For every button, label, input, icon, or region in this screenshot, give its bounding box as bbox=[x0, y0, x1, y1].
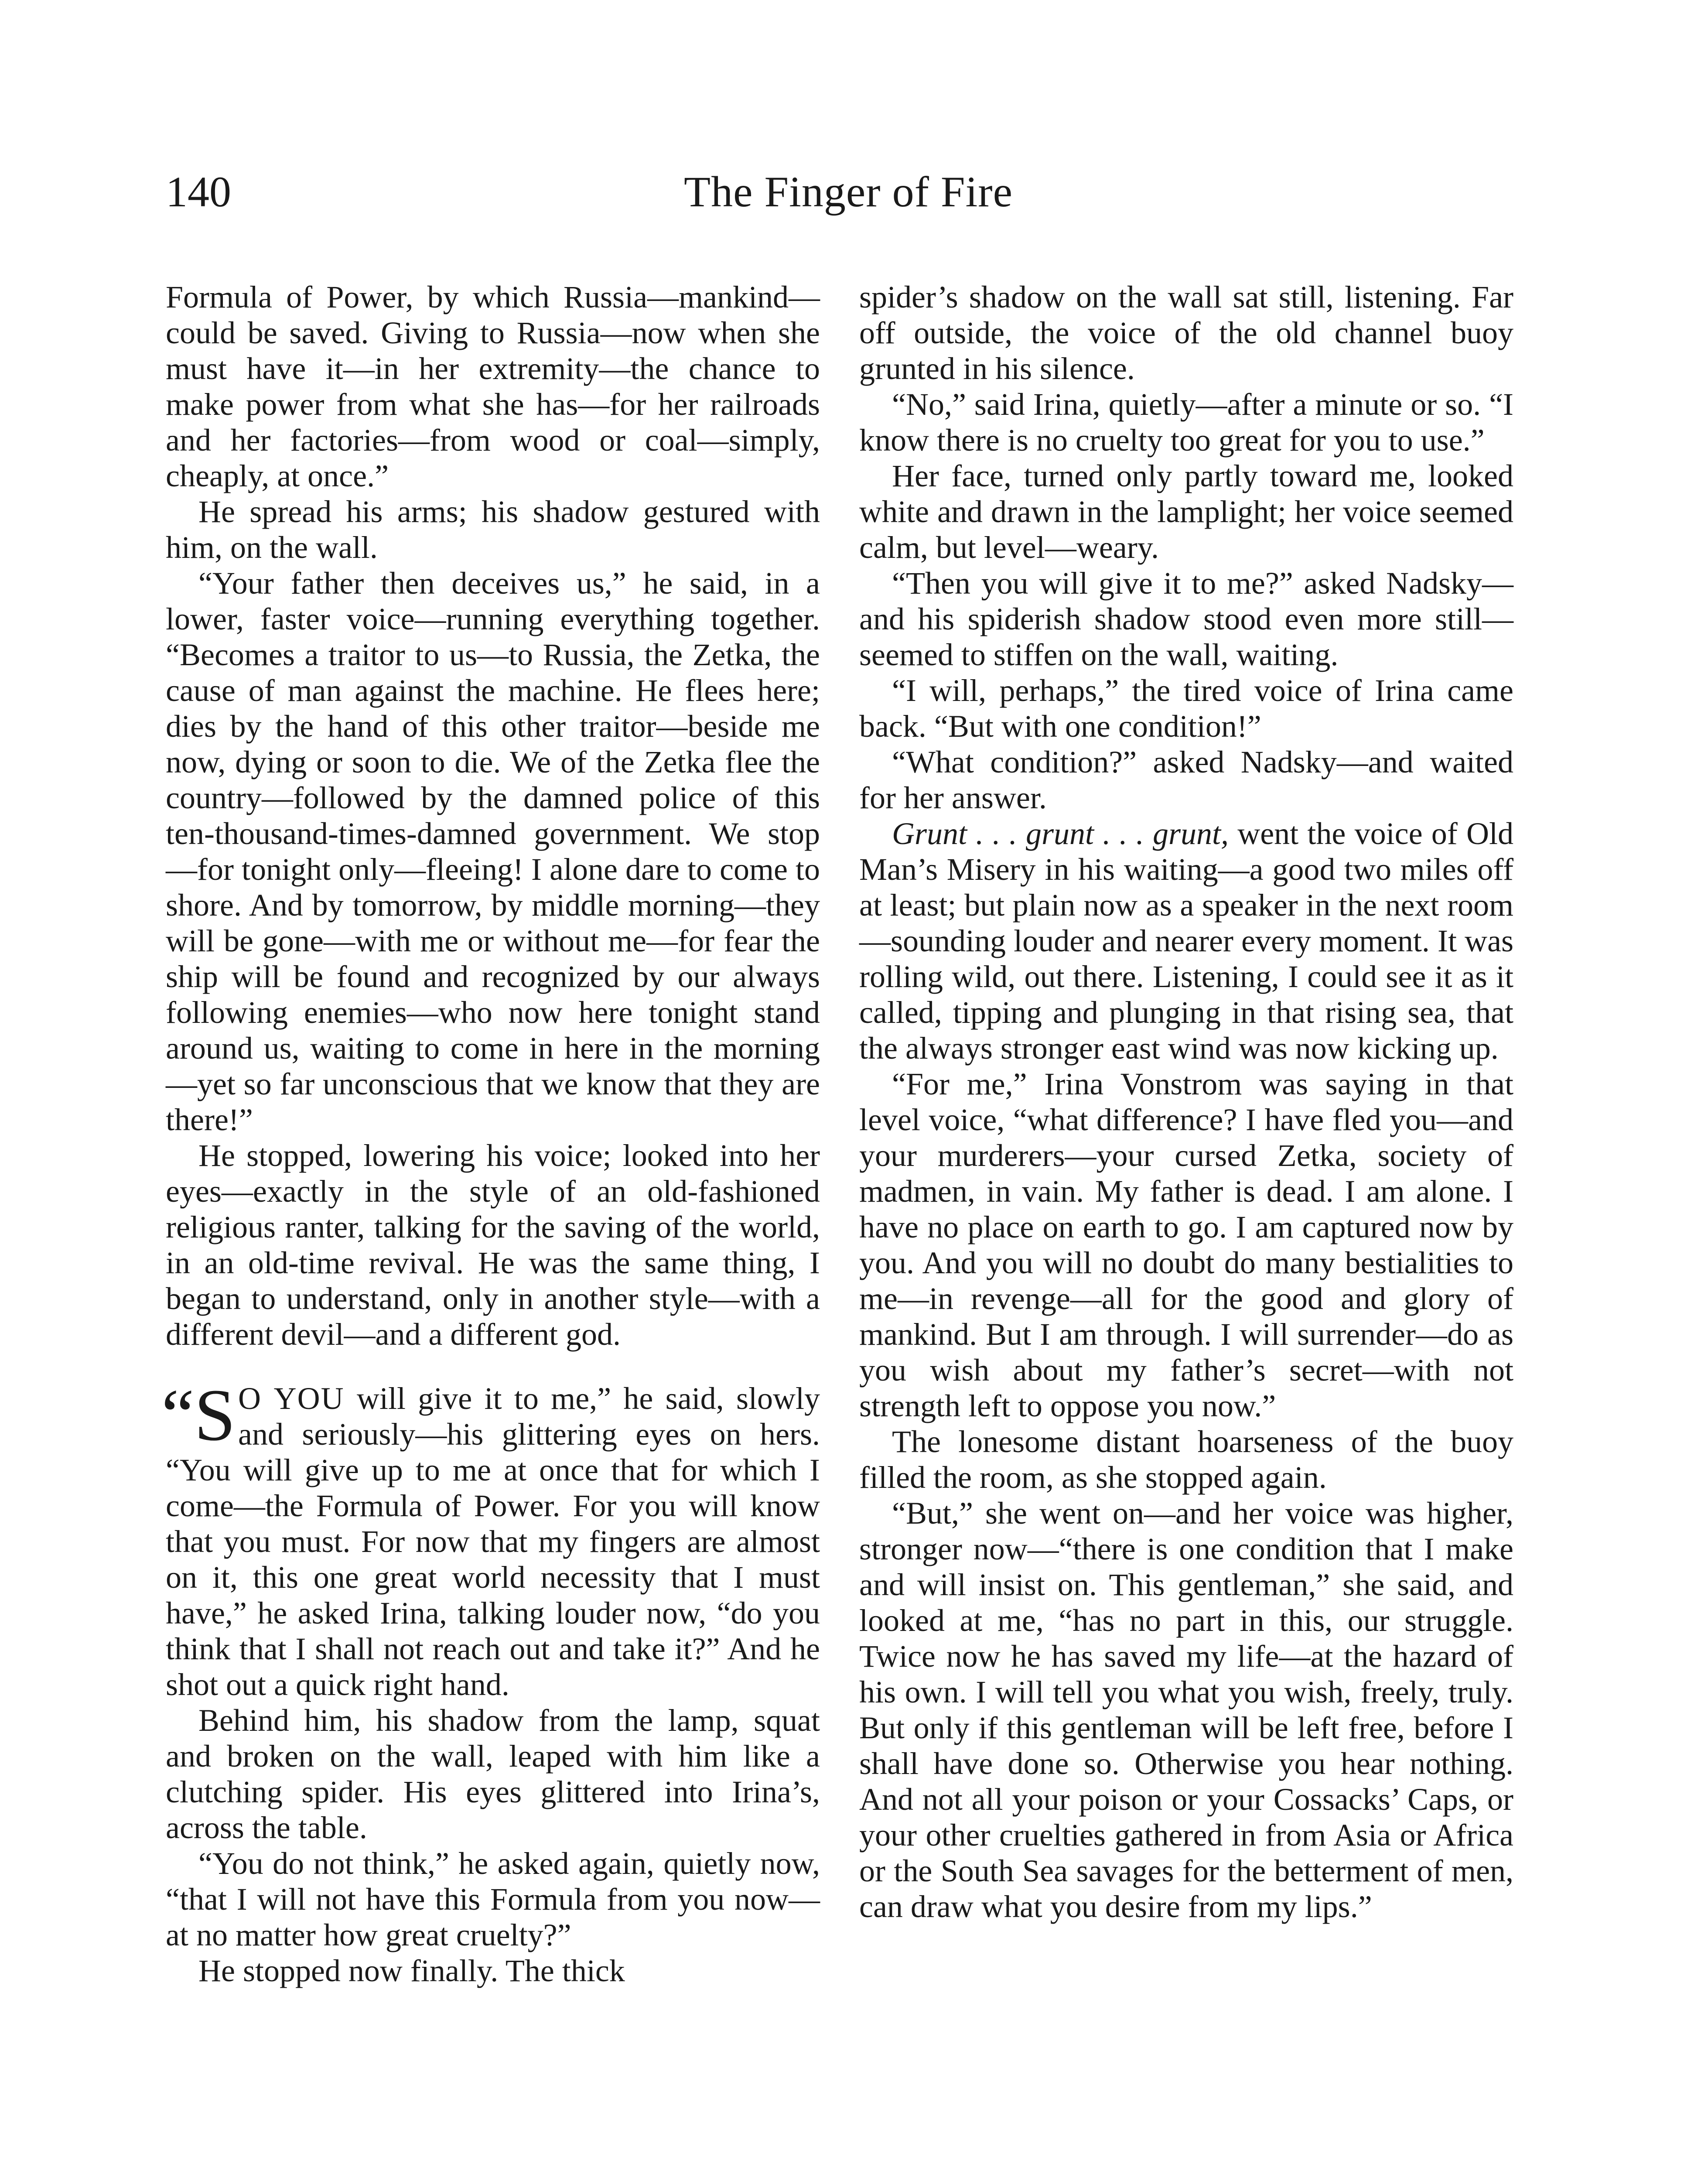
paragraph: Behind him, his shadow from the lamp, squat and broken on the wall, leaped with him like a clutching spider. His eyes glittered into Irina’s, across the table. bbox=[166, 1703, 820, 1845]
paragraph: “I will, perhaps,” the tired voice of Irina came back. “But with one condition!” bbox=[859, 673, 1513, 744]
paragraph: He stopped, lowering his voice; looked into her eyes—exactly in the style of an old-fashioned religious ranter, talking for the saving of the world, in an old-time revival. He was the same thing, I began to understand, only in another style—with a different devil—and a different god. bbox=[166, 1138, 820, 1352]
section-break bbox=[166, 1352, 820, 1381]
page-number: 140 bbox=[166, 168, 231, 216]
left-column bbox=[161, 279, 820, 1989]
paragraph: Formula of Power, by which Russia—mankind—could be saved. Giving to Russia—now when she must have it—in her extremity—the chance to make power from what she has—for her railroads and her factories—from wood or coal—simply, cheaply, at once.” bbox=[166, 280, 820, 493]
paragraph: The lonesome distant hoarseness of the buoy filled the room, as she stopped again. bbox=[859, 1424, 1513, 1495]
drop-cap-quote: “ bbox=[161, 1374, 195, 1456]
right-column bbox=[859, 279, 1513, 1925]
italic-grunt-text: Grunt . . . grunt . . . grunt, bbox=[892, 816, 1229, 851]
paragraph: “But,” she went on—and her voice was higher, stronger now—“there is one condition that I make and will insist on. This gentleman,” she said, and looked at me, “has no part in this, our struggle. Twice now he has saved my life—at the hazard of his own. I will tell you what you wish, freely, truly. But only if this gentleman will be left free, before I shall have done so. Otherwise you hear nothing. And not all your poison or your Cossacks’ Caps, or your other cruelties gathered in from Asia or Africa or the South Sea savages for the betterment of men, can draw what you desire from my lips.” bbox=[859, 1496, 1513, 1924]
paragraph: “You do not think,” he asked again, quietly now, “that I will not have this Formula from you now—at no matter how great cruelty?” bbox=[166, 1846, 820, 1952]
drop-cap bbox=[161, 1374, 236, 1456]
paragraph: Her face, turned only partly toward me, looked white and drawn in the lamplight; her voice seemed calm, but level—weary. bbox=[859, 458, 1513, 565]
page-header bbox=[166, 161, 1531, 231]
drop-cap-letter: S bbox=[194, 1374, 236, 1456]
paragraph-text: will give it to me,” he said, slowly and seriously—his glittering eyes on hers. “You will give up to me at once that for which I come—the Formula of Power. For you will know that you must. For now that my fingers are almost on it, this one great world necessity that I must have,” he asked Irina, talking louder now, “do you think that I shall not reach out and take it?” And he shot out a quick right hand. bbox=[166, 1381, 820, 1702]
paragraph: spider’s shadow on the wall sat still, listening. Far off outside, the voice of the old channel buoy grunted in his silence. bbox=[859, 280, 1513, 386]
section-opening-paragraph bbox=[161, 1374, 820, 1702]
paragraph: He spread his arms; his shadow gestured with him, on the wall. bbox=[166, 494, 820, 565]
paragraph: “No,” said Irina, quietly—after a minute or so. “I know there is no cruelty too great for you to use.” bbox=[859, 387, 1513, 458]
paragraph: “For me,” Irina Vonstrom was saying in that level voice, “what difference? I have fled you—and your murderers—your cursed Zetka, society of madmen, in vain. My father is dead. I am alone. I have no place on earth to go. I am captured now by you. And you will no doubt do many bestialities to me—in revenge—all for the good and glory of mankind. But I am through. I will surrender—do as you wish about my father’s secret—with not strength left to oppose you now.” bbox=[859, 1067, 1513, 1423]
paragraph-text: went the voice of Old Man’s Misery in his waiting—a good two miles off at least; but plain now as a speaker in the next room—sounding louder and nearer every moment. It was rolling wild, out there. Listening, I could see it as it called, tipping and plunging in that rising sea, that the always stronger east wind was now kicking up. bbox=[859, 816, 1513, 1066]
paragraph: He stopped now finally. The thick bbox=[198, 1953, 625, 1988]
paragraph: “Your father then deceives us,” he said, in a lower, faster voice—running everything together. “Becomes a traitor to us—to Russia, the Zetka, the cause of man against the machine. He flees here; dies by the hand of this other traitor—beside me now, dying or soon to die. We of the Zetka flee the country—followed by the damned police of this ten-thousand-times-damned government. We stop—for tonight only—fleeing! I alone dare to come to shore. And by tomorrow, by middle morning—they will be gone—with me or without me—for fear the ship will be found and recognized by our always following enemies—who now here tonight stand around us, waiting to come in here in the morning—yet so far unconscious that we know that they are there!” bbox=[166, 566, 820, 1137]
paragraph bbox=[859, 816, 1513, 1066]
paragraph: “What condition?” asked Nadsky—and waited for her answer. bbox=[859, 745, 1513, 815]
small-caps-lead: O YOU bbox=[238, 1381, 345, 1416]
paragraph: “Then you will give it to me?” asked Nadsky—and his spiderish shadow stood even more still—seemed to stiffen on the wall, waiting. bbox=[859, 566, 1513, 672]
running-title: The Finger of Fire bbox=[684, 168, 1013, 216]
